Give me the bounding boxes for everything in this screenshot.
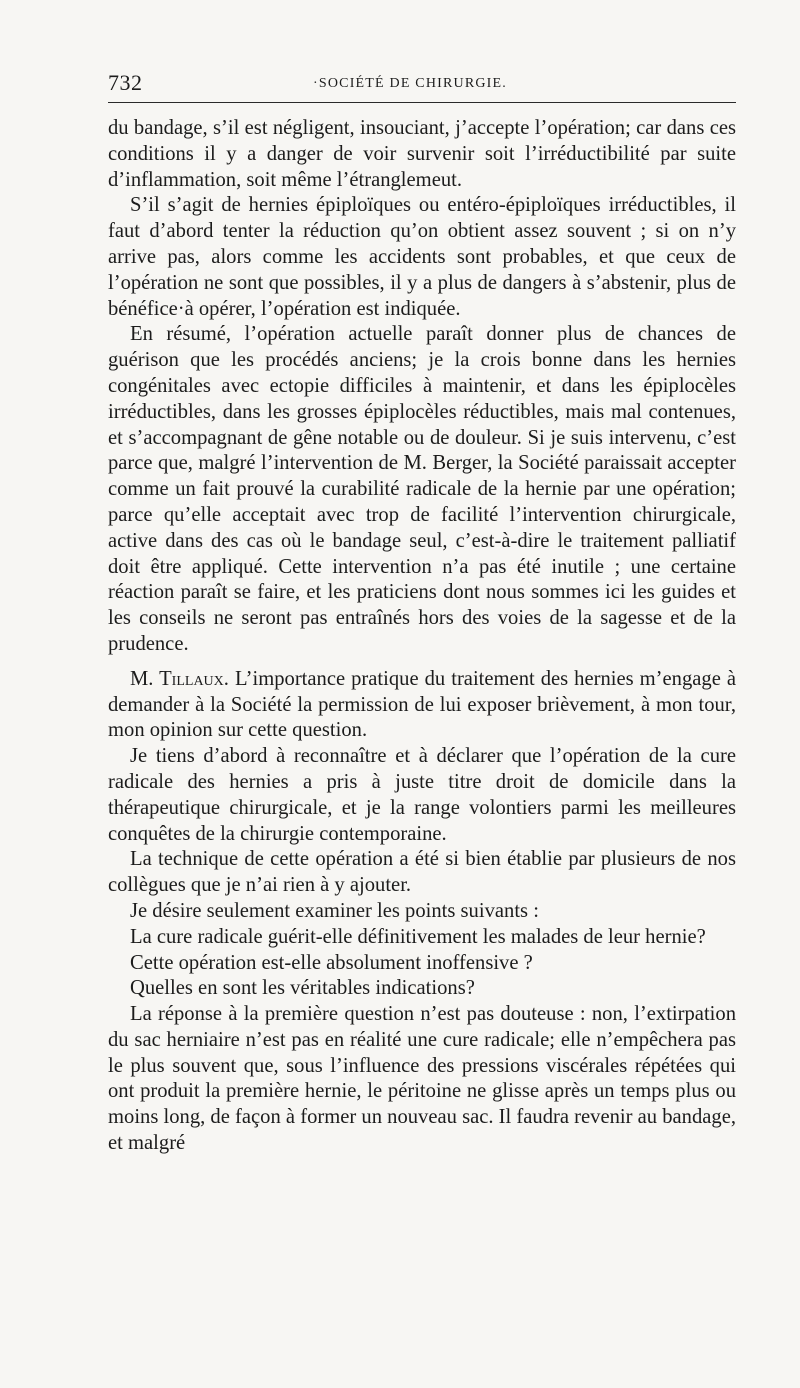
paragraph: Je tiens d’abord à reconnaître et à déclarer que l’opération de la cure radicale des hernies a pris à juste titre droit de domicile dans la thérapeutique chirurgicale, et je la range volontiers parmi les meilleures conquêtes de la chirurgie contemporaine. [108, 745, 736, 845]
paragraph: La technique de cette opération a été si bien établie par plusieurs de nos collègues que je n’ai rien à y ajouter. [108, 848, 736, 897]
paragraph: La cure radicale guérit-elle définitivement les malades de leur hernie? [130, 925, 706, 948]
paragraph: En résumé, l’opération actuelle paraît donner plus de chances de guérison que les procédés anciens; je la crois bonne dans les hernies congénitales avec ectopie difficiles à maintenir, et dans les épiplocèles irréductibles, dans les grosses épiplocèles réductibles, mais mal contenues, et s’accompagnant de gêne notable ou de douleur. Si je suis intervenu, c’est parce que, malgré l’intervention de M. Berger, la Société paraissait accepter comme un fait prouvé la curabilité radicale de la hernie par une opération; parce qu’elle acceptait avec trop de facilité l’intervention chirurgicale, active dans des cas où le bandage seul, c’est-à-dire le traitement palliatif doit être appliqué. Cette intervention n’a pas été inutile ; une certaine réaction paraît se faire, et les praticiens dont nous sommes ici les guides et les conseils ne seront pas entraînés hors des voies de la sagesse et de la prudence. [108, 323, 736, 655]
header-rule [108, 102, 736, 103]
paragraph: Cette opération est-elle absolument inoffensive ? [130, 951, 533, 974]
paragraph: Je désire seulement examiner les points suivants : [130, 899, 539, 922]
page-header [108, 70, 736, 100]
paragraph: La réponse à la première question n’est pas douteuse : non, l’extirpation du sac herniaire n’est pas en réalité une cure radicale; elle n’empêchera pas le plus souvent que, sous l’influence des pressions viscérales répétées qui ont produit la première hernie, le péritoine ne glisse après un temps plus ou moins long, de façon à former un nouveau sac. Il faudra revenir au bandage, et malgré [108, 1003, 736, 1155]
speaker-text: L’importance pratique du traitement des hernies m’engage à demander à la Société la permission de lui exposer brièvement, à mon tour, mon opinion sur cette question. [108, 667, 737, 742]
paragraph: S’il s’agit de hernies épiploïques ou entéro-épiploïques irréductibles, il faut d’abord tenter la réduction qu’on obtient assez souvent ; si on n’y arrive pas, alors comme les accidents sont probables, et que ceux de l’opération ne sont que possibles, il y a plus de dangers à s’abstenir, plus de bénéfice·à opérer, l’opération est indiquée. [108, 194, 736, 320]
paragraph: du bandage, s’il est négligent, insouciant, j’accepte l’opération; car dans ces conditions il y a danger de voir survenir soit l’irréductibilité par suite d’inflammation, soit même l’étranglemeut. [108, 117, 736, 191]
paragraph [108, 667, 736, 744]
page-number: 732 [108, 70, 143, 95]
body-text [108, 116, 736, 1157]
paragraph: Quelles en sont les véritables indications? [130, 977, 475, 1000]
running-title: ·SOCIÉTÉ DE CHIRURGIE. [313, 76, 507, 91]
speaker-name: M. Tillaux. [130, 667, 229, 690]
